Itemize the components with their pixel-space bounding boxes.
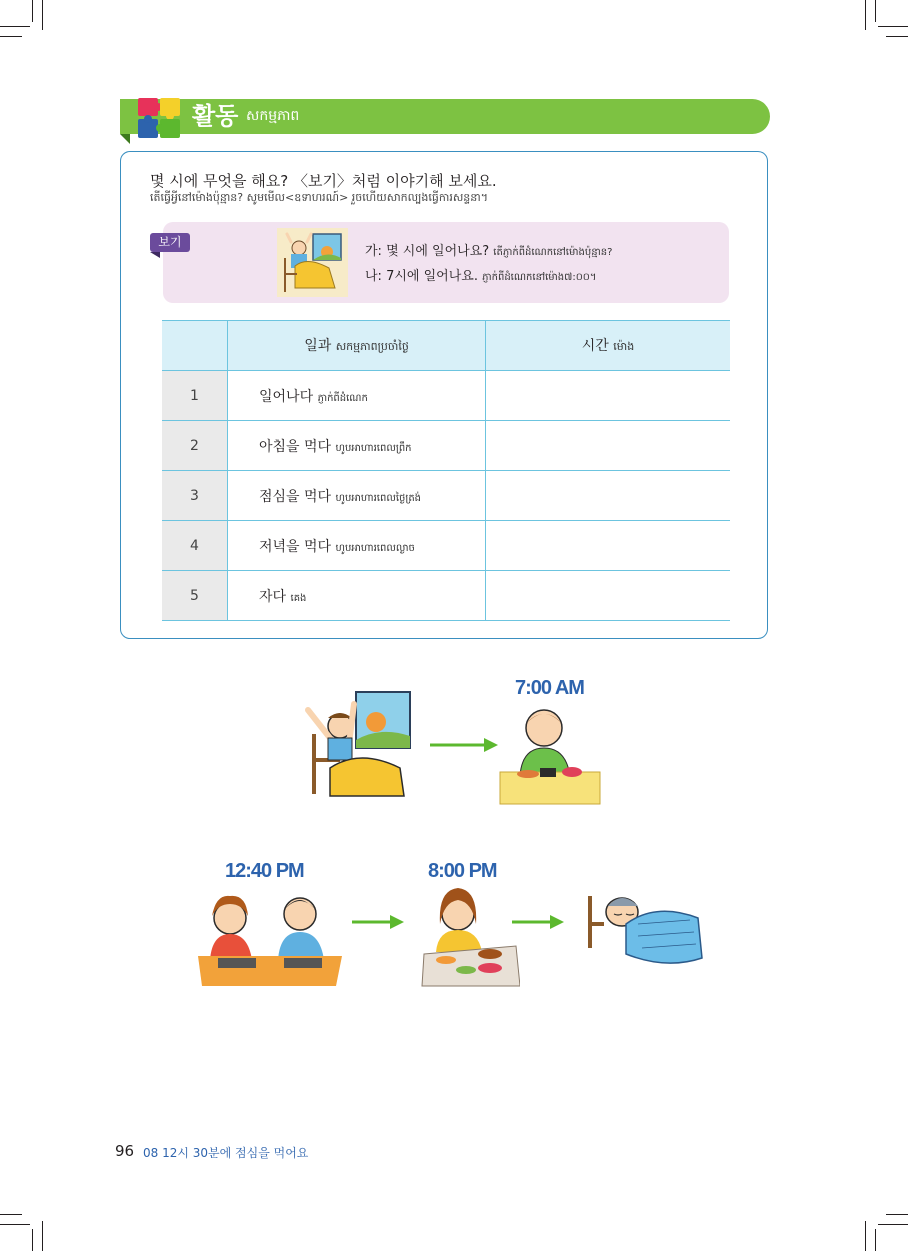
- header-activity-khmer: សកម្មភាពប្រចាំថ្ងៃ: [335, 340, 409, 353]
- crop-mark: [42, 1221, 43, 1251]
- time-answer-cell[interactable]: [486, 521, 731, 571]
- crop-mark: [865, 0, 866, 30]
- wake-up-illustration: [277, 228, 348, 297]
- header-activity: 일과: [304, 338, 332, 354]
- crop-mark: [32, 1229, 33, 1251]
- lunch-scene: [196, 888, 344, 988]
- header-number-cell: [162, 321, 228, 371]
- page-number: 96: [115, 1142, 135, 1160]
- header-time-cell: [486, 321, 731, 371]
- arrow-icon: [352, 914, 406, 930]
- example-question-khmer: តើភ្ញាក់ពីដំណេកនៅម៉ោងប៉ុន្មាន?: [493, 247, 613, 258]
- activity-khmer: ហូបអាហារពេលថ្ងៃត្រង់: [335, 492, 422, 504]
- time-answer-cell[interactable]: [486, 421, 731, 471]
- crop-mark: [865, 1221, 866, 1251]
- banner-title: 활동: [192, 102, 239, 130]
- crop-mark: [886, 1214, 908, 1215]
- example-tag-tail: [150, 252, 160, 258]
- activity-khmer: ហូបអាហារពេលព្រឹក: [335, 442, 412, 454]
- routine-table: [162, 320, 730, 621]
- example-question: 가: 몇 시에 일어나요?: [365, 244, 490, 259]
- crop-mark: [875, 0, 876, 22]
- activity-korean: 아침을 먹다: [259, 438, 332, 455]
- header-activity-cell: [228, 321, 486, 371]
- chapter-title: 08 12시 30분에 점심을 먹어요: [143, 1146, 309, 1160]
- crop-mark: [886, 36, 908, 37]
- dinner-time: 8:00 PM: [428, 860, 497, 882]
- crop-mark: [0, 1214, 22, 1215]
- banner-subtitle: សកម្មភាព: [246, 108, 300, 124]
- sleep-scene: [586, 884, 706, 974]
- time-answer-cell[interactable]: [486, 471, 731, 521]
- instruction-korean: 몇 시에 무엇을 해요? 〈보기〉처럼 이야기해 보세요.: [150, 172, 497, 190]
- header-time-khmer: ម៉ោង: [613, 340, 635, 353]
- activity-korean: 자다: [259, 588, 287, 605]
- table-row: [162, 471, 730, 521]
- row-activity: [228, 571, 486, 621]
- crop-mark: [878, 26, 908, 27]
- activity-korean: 일어나다: [259, 388, 314, 405]
- row-number: 5: [162, 571, 228, 621]
- arrow-icon: [430, 737, 500, 753]
- lunch-time: 12:40 PM: [225, 860, 304, 882]
- dinner-scene: [420, 884, 520, 988]
- example-line-1: [365, 240, 612, 260]
- table-row: [162, 421, 730, 471]
- row-number: 1: [162, 371, 228, 421]
- crop-mark: [0, 1224, 30, 1225]
- row-number: 2: [162, 421, 228, 471]
- table-row: [162, 571, 730, 621]
- crop-mark: [878, 1224, 908, 1225]
- example-box: [163, 222, 729, 303]
- puzzle-icon: [134, 94, 186, 142]
- time-answer-cell[interactable]: [486, 571, 731, 621]
- breakfast-scene: [498, 702, 602, 806]
- wake-up-scene: [300, 688, 415, 800]
- example-tag: 보기: [150, 233, 190, 252]
- table-row: [162, 521, 730, 571]
- crop-mark: [0, 36, 22, 37]
- header-time: 시간: [581, 338, 609, 354]
- row-activity: [228, 421, 486, 471]
- row-activity: [228, 371, 486, 421]
- crop-mark: [0, 26, 30, 27]
- row-number: 3: [162, 471, 228, 521]
- activity-khmer: គេង: [290, 592, 307, 604]
- instruction-khmer: តើធ្វើអ្វីនៅម៉ោងប៉ុន្មាន? សូមមើល<ឧទាហរណ៍> រួចហើយសាកល្បងធ្វើការសន្ទនា។: [150, 191, 489, 204]
- arrow-icon: [512, 914, 566, 930]
- example-answer-khmer: ភ្ញាក់ពីដំណេកនៅម៉ោង៧:០០។: [482, 272, 597, 283]
- activity-korean: 저녁을 먹다: [259, 538, 332, 555]
- table-row: [162, 371, 730, 421]
- table-header-row: [162, 321, 730, 371]
- example-answer: 나: 7시에 일어나요.: [365, 269, 478, 284]
- time-answer-cell[interactable]: [486, 371, 731, 421]
- crop-mark: [42, 0, 43, 30]
- crop-mark: [875, 1229, 876, 1251]
- row-number: 4: [162, 521, 228, 571]
- activity-khmer: ហូបអាហារពេលល្ងាច: [335, 542, 415, 554]
- crop-mark: [32, 0, 33, 22]
- activity-korean: 점심을 먹다: [259, 488, 332, 505]
- row-activity: [228, 521, 486, 571]
- example-line-2: [365, 265, 596, 285]
- row-activity: [228, 471, 486, 521]
- banner-fold: [120, 134, 130, 144]
- breakfast-time: 7:00 AM: [515, 677, 584, 699]
- activity-khmer: ភ្ញាក់ពីដំណេក: [317, 392, 368, 404]
